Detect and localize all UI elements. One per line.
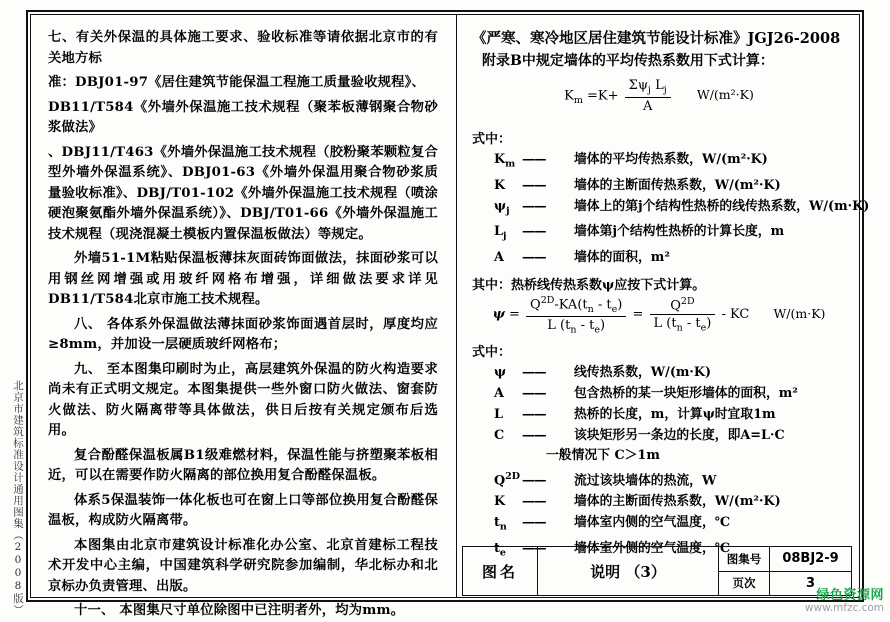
paragraph-11: 十一、 本图集尺寸单位除图中已注明者外，均为mm。 <box>74 603 405 618</box>
formula-km-eq: =K+ <box>587 88 619 104</box>
definition-text: 墙体的主断面传热系数，W/(m²·K) <box>574 494 781 510</box>
paragraph-standards-1: 准：DBJ01-97《居住建筑节能保温工程施工质量验收规程》、 <box>48 75 425 90</box>
where-label-2: 式中： <box>472 345 512 361</box>
paragraph-phenolic-board: 复合酚醛保温板属B1级难燃材料，保温性能与挤塑聚苯板相近，可以在需要作防火隔离的部位换用复合酚醛保温板。 <box>48 447 438 483</box>
sidebar-vertical-text: 北京市建筑标准设计通用图集（2008版） <box>12 380 24 616</box>
paragraph-wall-method: 外墙51-1M粘贴保温板薄抹灰面砖饰面做法，抹面砂浆可以用钢丝网增强或用玻纤网格布增强，详细做法要求详见DB11/T584北京市施工技术规程。 <box>48 251 438 307</box>
title-block-name: 说明 （3） <box>538 547 719 595</box>
definition-text: 墙体的主断面传热系数，W/(m²·K) <box>574 177 781 193</box>
definition-row: $Q^{2D}$ —— 流过该块墙体的热流，W <box>494 471 717 489</box>
drawing-no-value: 08BJ2-9 <box>782 551 839 567</box>
formula-psi-fraction-2 <box>650 296 716 334</box>
left-column <box>40 22 446 618</box>
definition-row: L —— 热桥的长度，m，计算ψ时宜取1m <box>494 407 776 423</box>
definition-text: 热桥的长度，m，计算ψ时宜取1m <box>574 407 776 423</box>
drawing-no-row <box>719 547 851 571</box>
watermark <box>805 589 884 615</box>
watermark-site-url: www.mfzc.com <box>804 602 884 614</box>
definition-note-c: 一般情况下 C＞1m <box>546 448 660 464</box>
definition-row: $t_e$ —— 墙体室外侧的空气温度，℃ <box>494 540 731 559</box>
formula-psi <box>472 295 846 336</box>
paragraph-system5: 体系5保温装饰一体化板也可在窗上口等部位换用复合酚醛保温板，构成防火隔离带。 <box>48 492 438 528</box>
definition-text: 流过该块墙体的热流，W <box>574 473 717 489</box>
definition-list-2 <box>472 362 846 563</box>
formula-km-denominator: A <box>642 98 653 114</box>
formula-psi-lhs: ψ <box>492 307 505 323</box>
formula-km-fraction <box>625 78 671 114</box>
formula-km-numerator: $\Sigma\psi_j$ $L_j$ <box>625 78 671 98</box>
appendix-subtitle: 附录B中规定墙体的平均传热系数用下式计算： <box>482 53 774 69</box>
watermark-site-name: 绿色资源网 <box>816 588 884 603</box>
definition-text: 包含热桥的某一块矩形墙体的面积，m² <box>574 386 798 402</box>
definition-text: 墙体室外侧的空气温度，℃ <box>574 540 731 556</box>
definition-row: A —— 墙体的面积，m² <box>494 249 670 265</box>
paragraph-standards-3: 、DBJ11/T463《外墙外保温施工技术规程（胶粉聚苯颗粒复合型外墙外保温系统》、DBJ01-63《外墙外保温用聚合物砂浆质量验收标准》、DBJ/T01-102《外墙外保温施工技术规程（喷涂硬泡聚氨酯外墙外保温系统）》、DBJ/T01-66《外墙外保温施工技术规程（现浇混凝土模板内置保温板做法）等规定。 <box>48 144 438 242</box>
definition-row: C —— 该块矩形另一条边的长度，即A=L·C <box>494 428 785 444</box>
definition-row: $L_j$ —— 墙体第j个结构性热桥的计算长度，m <box>494 224 785 242</box>
standard-title: 《严寒、寒冷地区居住建筑节能设计标准》JGJ26-2008 <box>472 30 841 47</box>
column-divider <box>456 14 457 598</box>
where-label-1: 式中： <box>472 132 512 147</box>
formula-psi-tail: - KC <box>721 307 750 323</box>
definition-row: $t_n$ —— 墙体室内侧的空气温度，℃ <box>494 515 731 533</box>
definition-text: 墙体上的第j个结构性热桥的线传热系数，W/(m·K) <box>574 198 870 214</box>
paragraph-9: 九、 至本图集印刷时为止，高层建筑外保温的防火构造要求尚未有正式明文规定。本图集提供一些外窗口防火做法、窗套防火做法、防火隔离带等具体做法，供日后按有关规定颁布后选用。 <box>48 361 438 438</box>
mid-note: 其中：热桥线传热系数ψ应按下式计算。 <box>472 277 706 293</box>
title-block-label: 图名 <box>463 547 538 595</box>
formula-psi-num-2: $Q^{2D}$ <box>650 296 716 315</box>
formula-psi-num-1: $Q^{2D}-KA(t_n - t_e)$ <box>526 295 626 317</box>
formula-psi-unit: W/(m·K) <box>773 306 826 322</box>
formula-psi-den-2: L $(t_n - t_e)$ <box>653 316 712 334</box>
page-no-value: 3 <box>805 575 816 591</box>
formula-psi-fraction-1 <box>526 295 626 336</box>
definition-row: K —— 墙体的主断面传热系数，W/(m²·K) <box>494 177 781 193</box>
definition-row: $K_m$ —— 墙体的平均传热系数，W/(m²·K) <box>494 152 768 170</box>
definition-row: $\psi_j$ —— 墙体上的第j个结构性热桥的线传热系数，W/(m·K) <box>494 198 870 217</box>
definition-text: 墙体室内侧的空气温度，℃ <box>574 515 731 531</box>
formula-psi-eq1: = <box>508 307 520 323</box>
formula-km: $K_m =K+$ $\frac{\Sigma\psi_j L_j}{A}$ W/(m²·K) <box>564 78 754 114</box>
definition-row: K —— 墙体的主断面传热系数，W/(m²·K) <box>494 494 781 510</box>
title-block <box>462 546 852 596</box>
paragraph-7: 七、有关外保温的具体施工要求、验收标准等请依据北京市的有关地方标 <box>48 30 438 66</box>
page-no-label: 页次 <box>719 572 770 596</box>
definition-row: ψ —— 线传热系数，W/(m·K) <box>494 365 712 381</box>
definition-list-1 <box>472 149 870 268</box>
drawing-no-label: 图集号 <box>719 547 770 571</box>
definition-text: 该块矩形另一条边的长度，即A=L·C <box>574 428 785 444</box>
right-column <box>462 22 870 592</box>
paragraph-standards-2: DB11/T584《外墙外保温施工技术规程（聚苯板薄钢聚合物砂浆做法》 <box>48 99 438 135</box>
paragraph-publisher: 本图集由北京市建筑设计标准化办公室、北京首建标工程技术开发中心主编，中国建筑科学研究院参加编制，华北标办和北京标办负责管理、出版。 <box>48 537 438 594</box>
paragraph-8: 八、 各体系外保温做法薄抹面砂浆饰面遇首层时，厚度均应≥8mm，并加设一层硬质玻纤网格布； <box>48 316 438 352</box>
definition-text: 墙体的面积，m² <box>574 249 670 265</box>
definition-text: 墙体第j个结构性热桥的计算长度，m <box>574 224 785 240</box>
definition-text: 墙体的平均传热系数，W/(m²·K) <box>574 152 768 167</box>
definition-row: A —— 包含热桥的某一块矩形墙体的面积，m² <box>494 386 798 402</box>
formula-psi-eq2: = <box>632 307 644 323</box>
formula-km-unit: W/(m²·K) <box>696 87 754 103</box>
definition-text: 线传热系数，W/(m·K) <box>574 365 712 381</box>
formula-km-lhs: K <box>564 88 574 104</box>
formula-psi-den-1: L $(t_n - t_e)$ <box>547 317 606 336</box>
